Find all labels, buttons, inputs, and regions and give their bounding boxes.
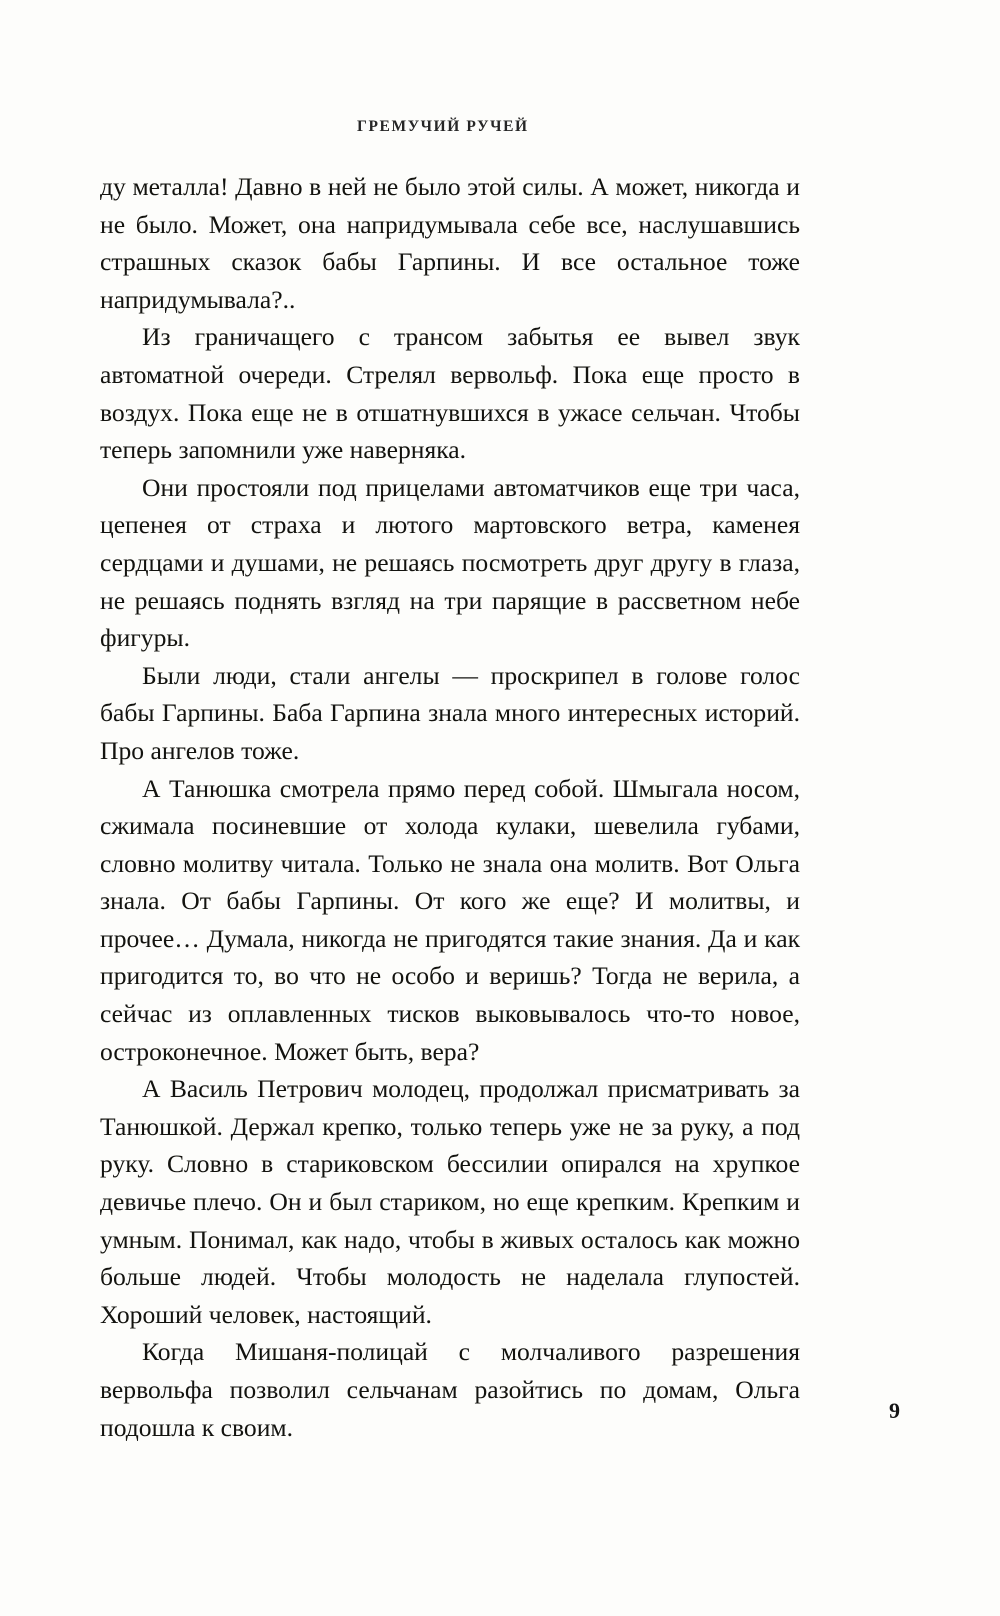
- paragraph: Когда Мишаня-полицай с молчаливого разрешения вервольфа позволил сельчанам разойтись по домам, Ольга подошла к своим.: [100, 1337, 800, 1442]
- paragraph: ду металла! Давно в ней не было этой силы. А может, никогда и не было. Может, она напридумывала себе все, наслушавшись страшных сказок бабы Гарпины. И все остальное тоже напридумывала?..: [100, 172, 800, 314]
- body-text: [100, 168, 800, 1446]
- paragraph: Из граничащего с трансом забытья ее вывел звук автоматной очереди. Стрелял вервольф. Пока еще просто в воздух. Пока еще не в отшатнувшихся в ужасе сельчан. Чтобы теперь запомнили уже наверняка.: [100, 322, 800, 465]
- paragraph: Они простояли под прицелами автоматчиков еще три часа, цепенея от страха и лютого мартовского ветра, каменея сердцами и душами, не решаясь посмотреть друг другу в глаза, не решаясь поднять взгляд на три парящие в рассветном небе фигуры.: [100, 472, 800, 653]
- paragraph: А Василь Петрович молодец, продолжал присматривать за Танюшкой. Держал крепко, только теперь уже не за руку, а под руку. Словно в стариковском бессилии опирался на хрупкое девичье плечо. Он и был стариком, но еще крепким. Крепким и умным. Понимал, как надо, чтобы в живых осталось как можно больше людей. Чтобы молодость не наделала глупостей. Хороший человек, настоящий.: [100, 1074, 800, 1329]
- running-head: ГРЕМУЧИЙ РУЧЕЙ: [357, 118, 529, 135]
- paragraph: А Танюшка смотрела прямо перед собой. Шмыгала носом, сжимала посиневшие от холода кулаки, шевелила губами, словно молитву читала. Только не знала она молитв. Вот Ольга знала. От бабы Гарпины. От кого же еще? И молитвы, и прочее… Думала, никогда не пригодятся такие знания. Да и как пригодится то, во что не особо и веришь? Тогда не верила, а сейчас из оплавленных тисков выковывалось что-то новое, остроконечное. Может быть, вера?: [100, 773, 800, 1066]
- page-number: 9: [889, 1398, 900, 1423]
- paragraph: Были люди, стали ангелы — проскрипел в голове голос бабы Гарпины. Баба Гарпина знала много интересных историй. Про ангелов тоже.: [100, 660, 800, 765]
